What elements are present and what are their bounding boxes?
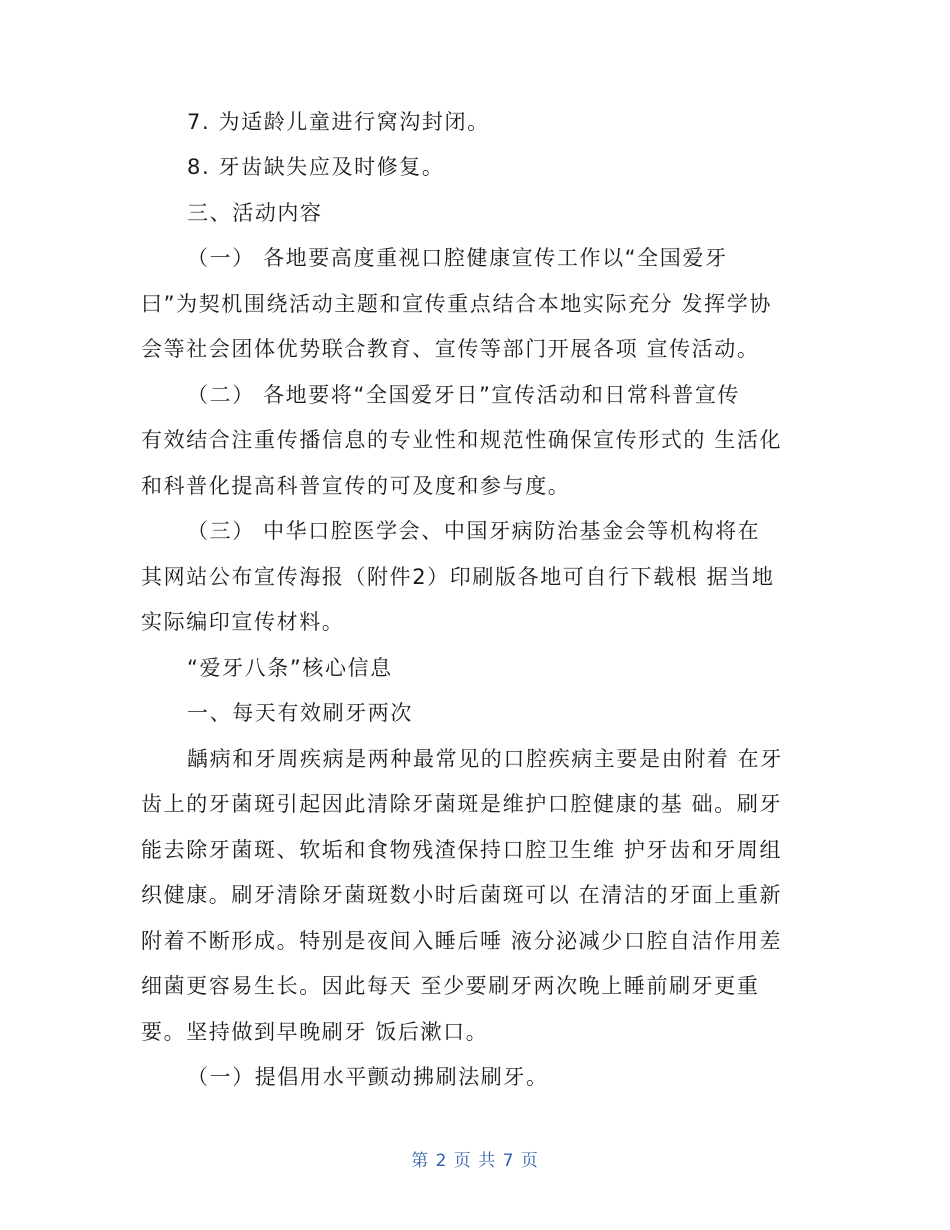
item-1-heading: 一、每天有效刷牙两次	[187, 701, 413, 725]
paragraph-4-line-1: 龋病和牙周疾病是两种最常见的口腔疾病主要是由附着 在牙	[187, 747, 783, 771]
paragraph-1-line-3: 会等社会团体优势联合教育、宣传等部门开展各项 宣传活动。	[141, 337, 760, 361]
core-info-heading: “爱牙八条”核心信息	[187, 656, 393, 680]
list-item-7: 7. 为适龄儿童进行窝沟封闭。	[187, 110, 490, 134]
paragraph-4-line-2: 齿上的牙菌斑引起因此清除牙菌斑是维护口腔健康的基 础。刷牙	[141, 792, 783, 816]
sub-item-1: （一）提倡用水平颤动拂刷法刷牙。	[187, 1065, 549, 1089]
paragraph-4-line-6: 细菌更容易生长。因此每天 至少要刷牙两次晚上睡前刷牙更重	[141, 974, 760, 998]
paragraph-2-line-2: 有效结合注重传播信息的专业性和规范性确保宣传形式的 生活化	[141, 428, 783, 452]
paragraph-4-line-7: 要。坚持做到早晚刷牙 饭后漱口。	[141, 1020, 489, 1044]
paragraph-2-line-1: （二） 各地要将“全国爱牙日”宣传活动和日常科普宣传	[187, 383, 741, 407]
paragraph-4-line-5: 附着不断形成。特别是夜间入睡后唾 液分泌减少口腔自洁作用差	[141, 929, 783, 953]
list-item-8: 8. 牙齿缺失应及时修复。	[187, 155, 445, 179]
paragraph-1-line-2: 曰”为契机围绕活动主题和宣传重点结合本地实际充分 发挥学协	[141, 292, 772, 316]
paragraph-2-line-3: 和科普化提高科普宣传的可及度和参与度。	[141, 474, 571, 498]
section-heading-activity-content: 三、活动内容	[187, 201, 323, 225]
paragraph-1-line-1: （一） 各地要高度重视口腔健康宣传工作以“全国爱牙	[187, 246, 728, 270]
page-number-footer: 第 2 页 共 7 页	[411, 1151, 539, 1171]
paragraph-3-line-3: 实际编印宣传材料。	[141, 610, 345, 634]
paragraph-3-line-2: 其网站公布宣传海报（附件2）印刷版各地可自行下载根 据当地	[141, 565, 775, 589]
paragraph-4-line-4: 织健康。刷牙清除牙菌斑数小时后菌斑可以 在清洁的牙面上重新	[141, 883, 783, 907]
paragraph-3-line-1: （三） 中华口腔医学会、中国牙病防治基金会等机构将在	[187, 519, 761, 543]
paragraph-4-line-3: 能去除牙菌斑、软垢和食物残渣保持口腔卫生维 护牙齿和牙周组	[141, 838, 783, 862]
